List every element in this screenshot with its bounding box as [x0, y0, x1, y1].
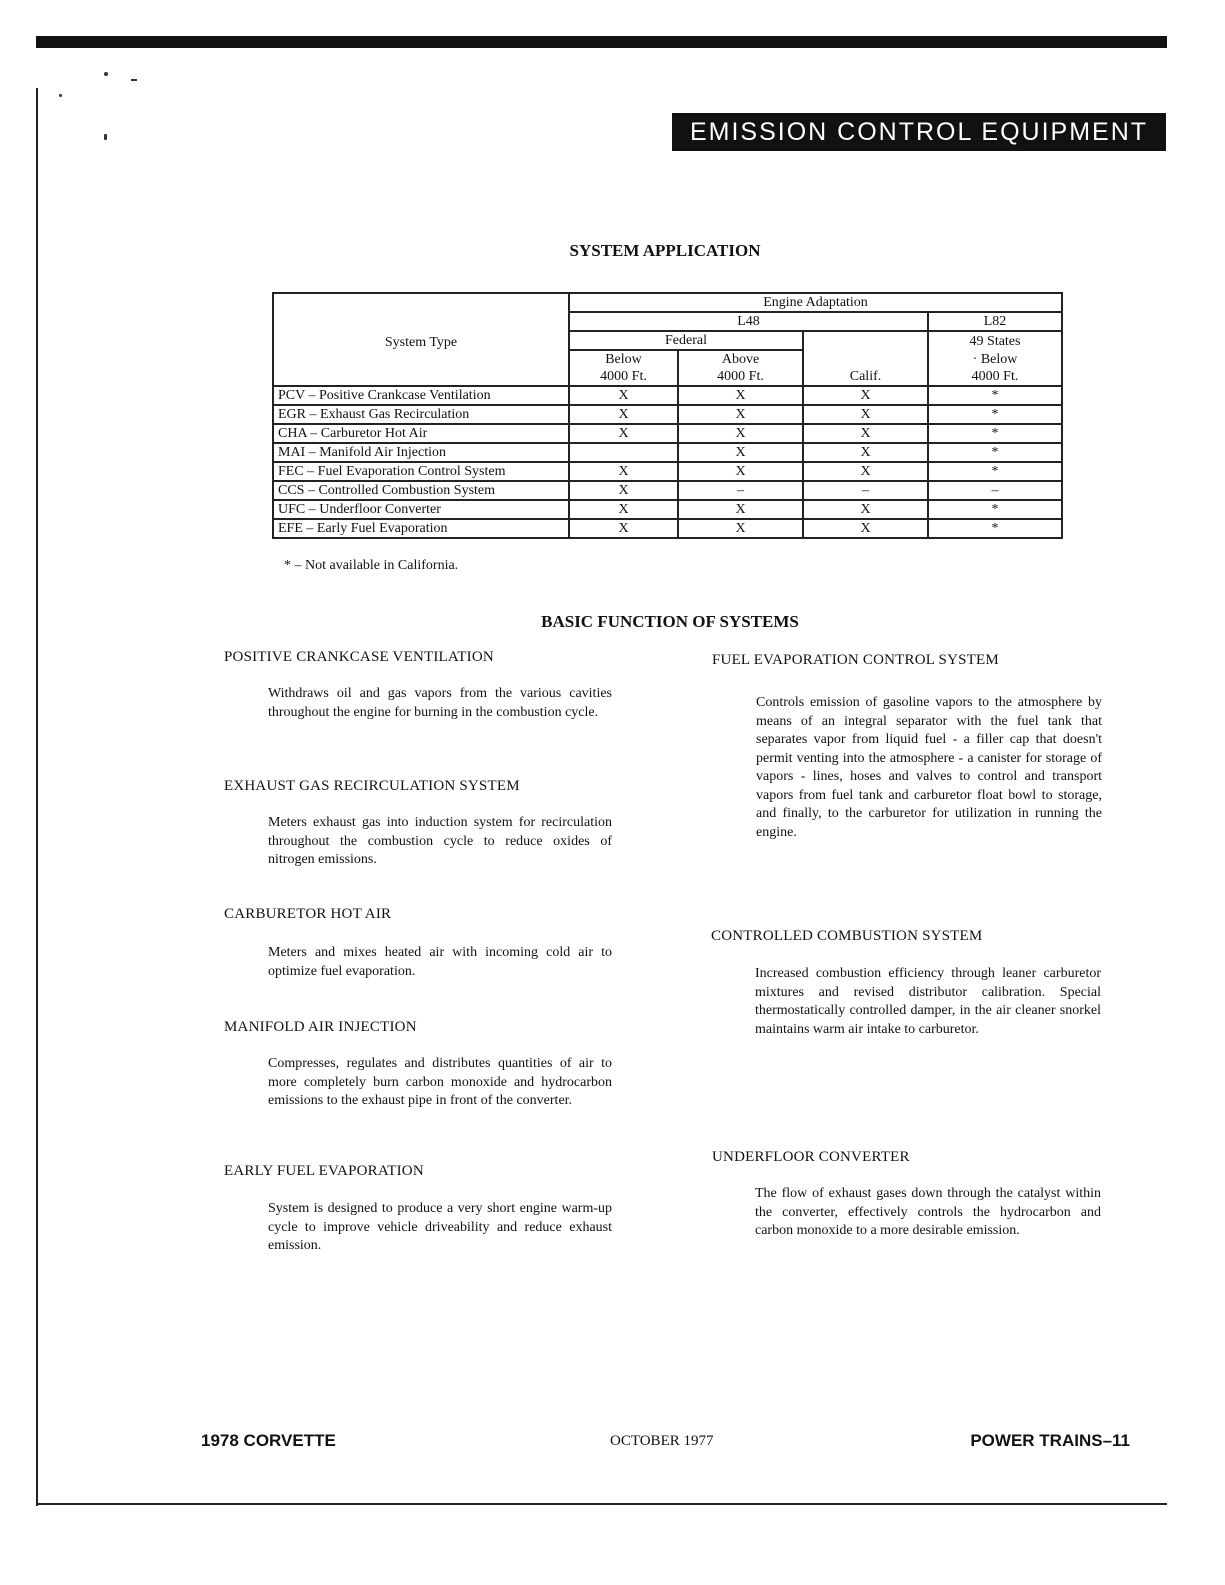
- ccs-title: CONTROLLED COMBUSTION SYSTEM: [711, 928, 983, 944]
- system-cell: FEC – Fuel Evaporation Control System: [273, 462, 569, 481]
- l82-header: L82: [928, 312, 1062, 331]
- egr-title: EXHAUST GAS RECIRCULATION SYSTEM: [224, 778, 520, 794]
- below-cell: X: [569, 481, 678, 500]
- table-row: [273, 462, 1062, 481]
- table-row: [273, 405, 1062, 424]
- above-cell: X: [678, 424, 803, 443]
- table-row: [273, 481, 1062, 500]
- l82-cell: *: [928, 500, 1062, 519]
- calif-cell: X: [803, 443, 928, 462]
- table-footnote: * – Not available in California.: [284, 558, 459, 573]
- footer-page: POWER TRAINS–11: [970, 1431, 1130, 1450]
- below-4000-header: Below: [569, 350, 678, 368]
- below-cell: X: [569, 462, 678, 481]
- calif-cell: –: [803, 481, 928, 500]
- l82-cell: *: [928, 519, 1062, 538]
- basic-function-heading: BASIC FUNCTION OF SYSTEMS: [541, 612, 799, 631]
- calif-cell: X: [803, 500, 928, 519]
- system-cell: EGR – Exhaust Gas Recirculation: [273, 405, 569, 424]
- l48-header: L48: [569, 312, 928, 331]
- calif-cell: X: [803, 424, 928, 443]
- bottom-rule: [36, 1503, 1167, 1505]
- system-cell: MAI – Manifold Air Injection: [273, 443, 569, 462]
- l82-cell: *: [928, 386, 1062, 405]
- calif-cell: X: [803, 462, 928, 481]
- ufc-body: The flow of exhaust gases down through the catalyst within the converter, effectively controls the hydrocarbon and carbon monoxide to a more desirable emission.: [755, 1186, 1101, 1238]
- table-row: [273, 519, 1062, 538]
- table-row: [273, 424, 1062, 443]
- above-cell: X: [678, 500, 803, 519]
- above-cell: X: [678, 443, 803, 462]
- l82-cell: *: [928, 405, 1062, 424]
- scan-speck: [104, 134, 107, 140]
- scan-speck: [104, 72, 108, 76]
- system-cell: CCS – Controlled Combustion System: [273, 481, 569, 500]
- cha-body: Meters and mixes heated air with incoming cold air to optimize fuel evaporation.: [268, 945, 612, 979]
- l82-below: · Below: [928, 350, 1062, 368]
- l82-cell: *: [928, 443, 1062, 462]
- table-row: [273, 386, 1062, 405]
- system-application-table: [272, 292, 1063, 539]
- cha-title: CARBURETOR HOT AIR: [224, 906, 392, 922]
- scan-speck: [131, 79, 137, 81]
- engine-adaptation-header: Engine Adaptation: [569, 293, 1062, 312]
- system-cell: PCV – Positive Crankcase Ventilation: [273, 386, 569, 405]
- system-type-header: System Type: [273, 293, 569, 368]
- system-type-header-spacer: [273, 368, 569, 386]
- above-4000-header-ft: 4000 Ft.: [678, 368, 803, 386]
- l82-4000-ft: 4000 Ft.: [928, 368, 1062, 386]
- below-cell: [569, 443, 678, 462]
- system-cell: CHA – Carburetor Hot Air: [273, 424, 569, 443]
- ufc-title: UNDERFLOOR CONVERTER: [712, 1149, 910, 1165]
- below-cell: X: [569, 386, 678, 405]
- above-cell: X: [678, 462, 803, 481]
- l82-cell: *: [928, 462, 1062, 481]
- system-cell: EFE – Early Fuel Evaporation: [273, 519, 569, 538]
- table-row: [273, 443, 1062, 462]
- calif-header: Calif.: [803, 331, 928, 386]
- calif-cell: X: [803, 405, 928, 424]
- efe-body: System is designed to produce a very short engine warm-up cycle to improve vehicle driveability and reduce exhaust emission.: [268, 1201, 612, 1253]
- below-cell: X: [569, 424, 678, 443]
- system-cell: UFC – Underfloor Converter: [273, 500, 569, 519]
- egr-body: Meters exhaust gas into induction system for recirculation throughout the combustion cycle to reduce oxides of nitrogen emissions.: [268, 815, 612, 867]
- section-banner: EMISSION CONTROL EQUIPMENT: [672, 113, 1166, 151]
- fec-body: Controls emission of gasoline vapors to the atmosphere by means of an integral separator with the fuel tank that separates vapor from liquid fuel - a filler cap that doesn't permit venting into the atmosphere - a canister for storage of vapors - lines, hoses and valves to control and transport vapors from fuel tank and carburetor float bowl to storage, and finally, to the carburetor for utilization in running the engine.: [756, 695, 1102, 840]
- below-cell: X: [569, 500, 678, 519]
- footer-date: OCTOBER 1977: [610, 1433, 714, 1449]
- system-application-heading: SYSTEM APPLICATION: [569, 241, 761, 260]
- mai-title: MANIFOLD AIR INJECTION: [224, 1019, 417, 1035]
- left-margin-rule: [36, 88, 38, 1506]
- l82-49-states: 49 States: [928, 331, 1062, 350]
- efe-title: EARLY FUEL EVAPORATION: [224, 1163, 424, 1179]
- table-row: [273, 500, 1062, 519]
- above-cell: X: [678, 386, 803, 405]
- footer-model: 1978 CORVETTE: [201, 1431, 336, 1450]
- l82-cell: –: [928, 481, 1062, 500]
- l82-cell: *: [928, 424, 1062, 443]
- top-rule: [36, 36, 1167, 48]
- pcv-title: POSITIVE CRANKCASE VENTILATION: [224, 649, 494, 665]
- below-4000-header-ft: 4000 Ft.: [569, 368, 678, 386]
- below-cell: X: [569, 519, 678, 538]
- above-4000-header: Above: [678, 350, 803, 368]
- above-cell: X: [678, 519, 803, 538]
- pcv-body: Withdraws oil and gas vapors from the various cavities throughout the engine for burning in the combustion cycle.: [268, 686, 612, 720]
- fec-title: FUEL EVAPORATION CONTROL SYSTEM: [712, 652, 999, 668]
- below-cell: X: [569, 405, 678, 424]
- above-cell: X: [678, 405, 803, 424]
- scan-speck: [59, 94, 62, 97]
- calif-cell: X: [803, 386, 928, 405]
- federal-header: Federal: [569, 331, 803, 350]
- ccs-body: Increased combustion efficiency through leaner carburetor mixtures and revised distributor calibration. Special thermostatically controlled damper, in the air cleaner snorkel maintains warm air intake to carburetor.: [755, 966, 1101, 1037]
- above-cell: –: [678, 481, 803, 500]
- calif-cell: X: [803, 519, 928, 538]
- mai-body: Compresses, regulates and distributes quantities of air to more completely burn carbon monoxide and hydrocarbon emissions to the exhaust pipe in front of the converter.: [268, 1056, 612, 1108]
